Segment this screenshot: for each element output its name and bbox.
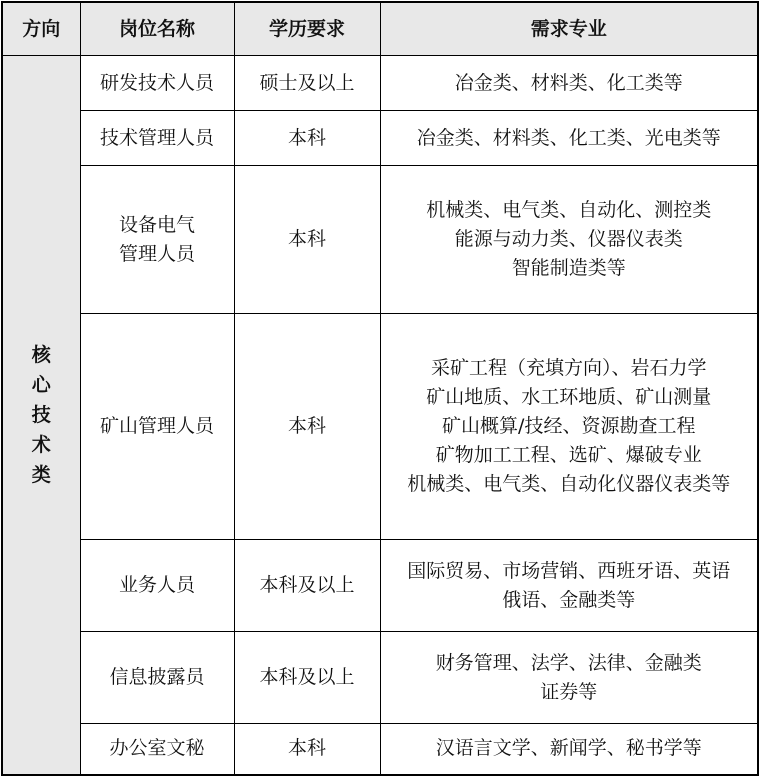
position-line: 信息披露员 [109,666,205,688]
position-cell [80,56,234,111]
recruitment-table [1,1,759,776]
table-row [2,166,758,314]
majors-line: 财务管理、法学、法律、金融类 [435,651,702,674]
position-line: 研发技术人员 [99,71,214,94]
position-cell [80,724,234,775]
header-row [2,2,758,56]
education-cell: 本科及以上 [234,540,380,632]
header-direction: 方向 [2,2,80,56]
position-line: 办公室文秘 [109,737,205,760]
direction-label: 核心技术类 [31,343,51,486]
header-education: 学历要求 [234,2,380,56]
table-row [2,111,758,166]
education-cell: 本科及以上 [234,632,380,724]
position-cell [80,540,234,632]
majors-cell [380,166,758,314]
majors-line: 证券等 [540,680,598,703]
table-row [2,632,758,724]
education-cell: 本科 [234,166,380,314]
table-row [2,724,758,775]
education-cell: 本科 [234,314,380,540]
majors-line: 采矿工程（充填方向）、岩石力学 [430,357,707,379]
majors-cell [380,56,758,111]
position-cell [80,314,234,540]
table-row [2,540,758,632]
position-line: 技术管理人员 [99,126,214,149]
direction-cell [2,56,80,775]
majors-line: 能源与动力类、仪器仪表类 [454,228,683,250]
position-cell [80,111,234,166]
majors-cell [380,632,758,724]
majors-line: 矿山概算/技经、资源勘查工程 [442,415,696,437]
majors-line: 矿山地质、水工环地质、矿山测量 [426,386,712,408]
majors-cell [380,540,758,632]
position-line: 矿山管理人员 [99,415,214,437]
position-line: 设备电气 [118,213,195,236]
table-row [2,56,758,111]
majors-line: 冶金类、材料类、化工类、光电类等 [416,126,721,149]
majors-line: 矿物加工工程、选矿、爆破专业 [435,444,702,466]
position-line: 管理人员 [118,242,195,265]
majors-line: 智能制造类等 [511,257,626,279]
header-position: 岗位名称 [80,2,234,56]
majors-line: 国际贸易、市场营销、西班牙语、英语 [407,559,731,582]
majors-line: 机械类、电气类、自动化仪器仪表类等 [407,473,731,495]
table-row [2,314,758,540]
position-cell [80,166,234,314]
position-line: 业务人员 [118,574,195,596]
education-cell: 本科 [234,724,380,775]
majors-cell [380,111,758,166]
majors-line: 机械类、电气类、自动化、测控类 [426,199,712,221]
majors-line: 冶金类、材料类、化工类等 [454,71,683,94]
education-cell: 硕士及以上 [234,56,380,111]
majors-line: 汉语言文学、新闻学、秘书学等 [435,737,702,760]
majors-cell [380,314,758,540]
position-cell [80,632,234,724]
majors-line: 俄语、金融类等 [502,588,636,611]
majors-cell [380,724,758,775]
recruitment-table-container [1,1,757,772]
header-majors: 需求专业 [380,2,758,56]
education-cell: 本科 [234,111,380,166]
